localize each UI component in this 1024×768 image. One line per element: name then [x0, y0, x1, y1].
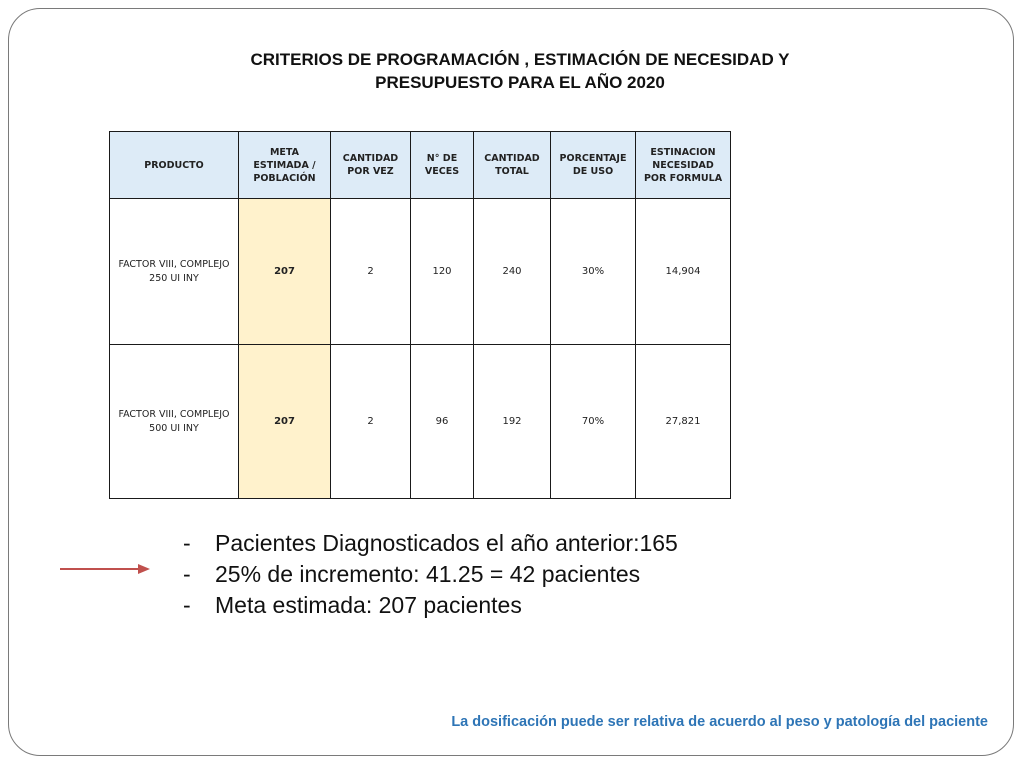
cell-cantidad-total: 192 — [474, 345, 551, 499]
table-row — [110, 199, 731, 345]
bullet-text: Meta estimada: 207 pacientes — [215, 592, 522, 618]
header-estimacion: ESTINACION NECESIDAD POR FORMULA — [636, 132, 731, 199]
cell-porcentaje: 70% — [551, 345, 636, 499]
header-porcentaje: PORCENTAJE DE USO — [551, 132, 636, 199]
bullet-text: Pacientes Diagnosticados el año anterior:165 — [215, 530, 678, 556]
summary-list — [183, 528, 678, 621]
header-meta: META ESTIMADA / POBLACIÓN — [239, 132, 331, 199]
right-arrow-icon — [60, 562, 152, 576]
header-cantidad-vez: CANTIDAD POR VEZ — [331, 132, 411, 199]
bullet-dash: - — [183, 561, 191, 587]
list-item — [183, 559, 678, 590]
slide-title — [180, 48, 860, 94]
dosage-footnote: La dosificación puede ser relativa de acuerdo al peso y patología del paciente — [451, 714, 988, 730]
table-header-row — [110, 132, 731, 199]
cell-veces: 96 — [411, 345, 474, 499]
cell-veces: 120 — [411, 199, 474, 345]
cell-estimacion: 27,821 — [636, 345, 731, 499]
header-producto: PRODUCTO — [110, 132, 239, 199]
list-item — [183, 590, 678, 621]
cell-cantidad-total: 240 — [474, 199, 551, 345]
cell-meta: 207 — [239, 345, 331, 499]
programming-table — [109, 131, 731, 499]
cell-cantidad-vez: 2 — [331, 345, 411, 499]
header-veces: N° DE VECES — [411, 132, 474, 199]
title-line-2: PRESUPUESTO PARA EL AÑO 2020 — [375, 73, 665, 92]
cell-producto: FACTOR VIII, COMPLEJO 500 UI INY — [110, 345, 239, 499]
title-line-1: CRITERIOS DE PROGRAMACIÓN , ESTIMACIÓN DE NECESIDAD Y — [250, 50, 790, 69]
bullet-dash: - — [183, 592, 191, 618]
header-cantidad-total: CANTIDAD TOTAL — [474, 132, 551, 199]
cell-cantidad-vez: 2 — [331, 199, 411, 345]
bullet-text: 25% de incremento: 41.25 = 42 pacientes — [215, 561, 641, 587]
cell-estimacion: 14,904 — [636, 199, 731, 345]
cell-porcentaje: 30% — [551, 199, 636, 345]
list-item — [183, 528, 678, 559]
cell-meta: 207 — [239, 199, 331, 345]
bullet-dash: - — [183, 530, 191, 556]
cell-producto: FACTOR VIII, COMPLEJO 250 UI INY — [110, 199, 239, 345]
table-row — [110, 345, 731, 499]
